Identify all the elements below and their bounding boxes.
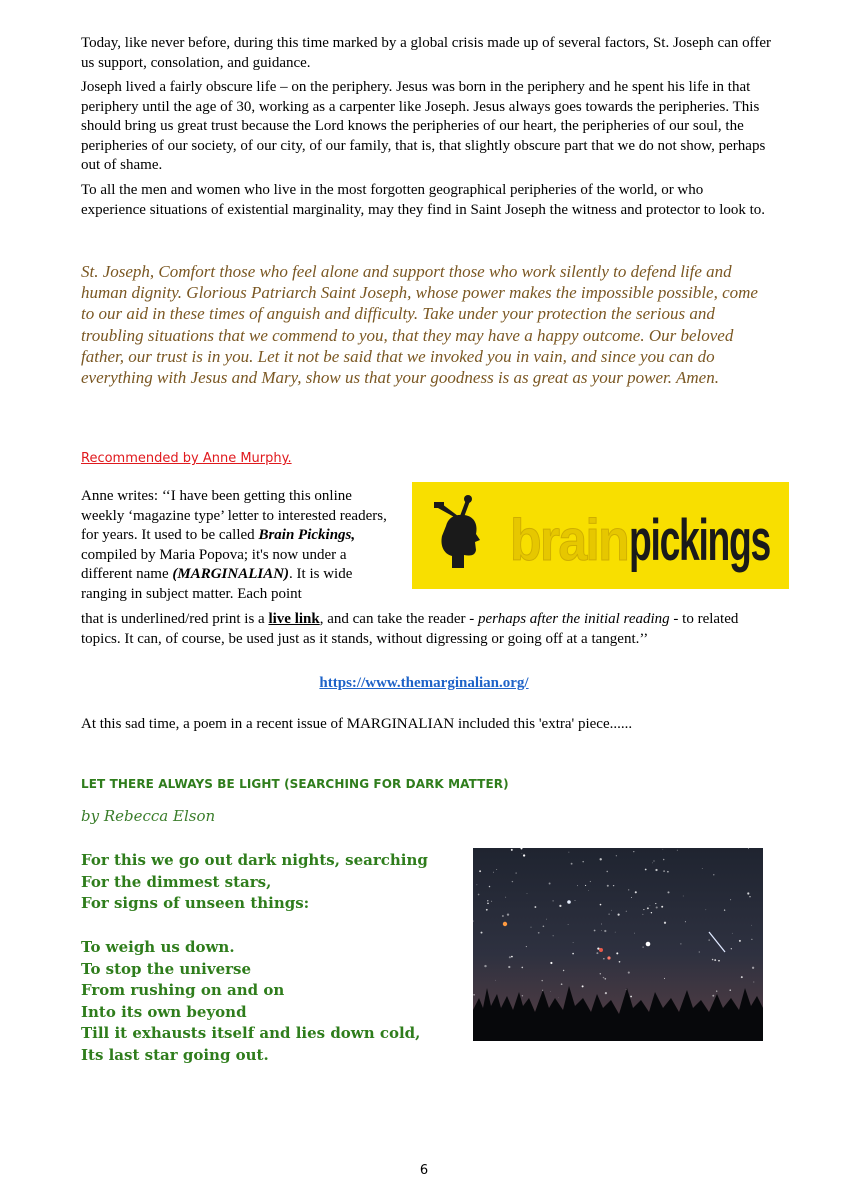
star-dot bbox=[573, 942, 574, 943]
star-dot bbox=[605, 992, 607, 994]
star-dot bbox=[486, 909, 488, 911]
anne-continued-text: that is underlined/red print is a live link, and can take the reader - perhaps after the initial reading - to related topics. It can, of course, be used just as it stands, without digressing or going off at a tangent.’’ bbox=[81, 611, 739, 647]
star-dot bbox=[502, 915, 504, 917]
star-dot bbox=[607, 885, 609, 887]
star-dot bbox=[718, 960, 720, 962]
star-dot bbox=[511, 849, 513, 851]
star-dot bbox=[732, 933, 733, 934]
star-dot bbox=[604, 930, 606, 932]
star-dot bbox=[647, 907, 649, 909]
star-dot bbox=[619, 961, 621, 963]
star-dot bbox=[582, 861, 584, 863]
star-dot bbox=[655, 869, 657, 871]
star-dot bbox=[724, 909, 725, 910]
star-dot bbox=[663, 859, 665, 861]
star-dot bbox=[604, 978, 606, 980]
star-dot bbox=[563, 970, 564, 971]
star-dot bbox=[571, 863, 573, 865]
star-dot bbox=[606, 871, 607, 872]
star-dot bbox=[590, 881, 591, 882]
star-dot bbox=[603, 958, 604, 959]
star-dot bbox=[716, 990, 717, 991]
star-dot bbox=[553, 935, 554, 936]
star-dot bbox=[601, 930, 602, 931]
star-dot bbox=[642, 946, 643, 947]
star-dot bbox=[478, 894, 480, 896]
star-dot bbox=[549, 883, 551, 885]
star-dot bbox=[479, 870, 481, 872]
brain-pickings-name: Brain Pickings, bbox=[258, 527, 356, 543]
star-dot bbox=[749, 896, 750, 897]
star-dot bbox=[748, 848, 749, 849]
star-dot bbox=[751, 939, 752, 940]
star-dot bbox=[708, 939, 710, 941]
star-dot bbox=[730, 990, 731, 991]
logo-word-pickings: pickings bbox=[629, 508, 770, 573]
star-dot bbox=[685, 921, 686, 922]
star-dot bbox=[677, 850, 678, 851]
star-dot bbox=[558, 997, 559, 998]
star-dot bbox=[487, 900, 488, 901]
star-dot bbox=[505, 897, 506, 898]
poem-stanza-1 bbox=[81, 850, 428, 915]
star-dot bbox=[713, 874, 714, 875]
paragraph-2: Joseph lived a fairly obscure life – on the periphery. Jesus was born in the periphery and he spent his life in that periphery until the age of 30, working as a carpenter like Joseph. Jesus always goes towards the peripheries. This should bring us great trust because the Lord knows the peripheries of our heart, the peripheries of our soul, the peripheries of our society, of our city, of our family, that is, that slightly obscure part that we do not show, perhaps out of shame. bbox=[81, 79, 766, 173]
star-dot bbox=[476, 884, 477, 885]
star-dot bbox=[493, 872, 494, 873]
star-dot bbox=[643, 914, 644, 915]
star-dot bbox=[664, 978, 665, 979]
star-dot bbox=[663, 870, 665, 872]
star-dot bbox=[550, 991, 551, 992]
star-dot bbox=[753, 981, 754, 982]
star-dot bbox=[527, 893, 528, 894]
star-dot bbox=[656, 906, 658, 908]
star-dot bbox=[481, 932, 483, 934]
poem-line: From rushing on and on bbox=[81, 981, 285, 999]
star-dot bbox=[699, 952, 700, 953]
star-dot bbox=[631, 897, 632, 898]
star-dot bbox=[572, 953, 574, 955]
star-dot bbox=[561, 983, 563, 985]
star-dot bbox=[635, 891, 637, 893]
star-dot bbox=[526, 946, 527, 947]
star-dot bbox=[741, 976, 743, 978]
star-dot bbox=[495, 980, 496, 981]
prayer-text: St. Joseph, Comfort those who feel alone and support those who work silently to defend life and human dignity. Glorious Patriarch Saint Joseph, whose power makes the impossible possible, come to our aid in these times of anguish and difficulty. Take under your protection the serious and troubling situations that we commend to you, that they may have a happy outcome. Our beloved father, our trust is in you. Let it not be said that we invoked you in vain, and since you can do everything with Jesus and Mary, show us that your goodness is as great as your power. Amen. bbox=[81, 262, 758, 388]
night-sky-photo bbox=[473, 848, 763, 1041]
star-dot bbox=[630, 996, 632, 998]
paragraph-3: To all the men and women who live in the most forgotten geographical peripheries of the world, or who experience situations of existential marginality, may they find in Saint Joseph the witness and protector to look to. bbox=[81, 182, 766, 218]
brain-pickings-logo bbox=[412, 482, 789, 589]
star-dot bbox=[702, 868, 703, 869]
star-dot bbox=[730, 899, 731, 900]
star-dot bbox=[508, 966, 510, 968]
poem-line: Its last star going out. bbox=[81, 1045, 269, 1064]
star-dot bbox=[680, 943, 681, 944]
star-dot bbox=[543, 925, 545, 927]
star-dot bbox=[511, 956, 513, 958]
star-dot bbox=[530, 927, 531, 928]
head-silhouette-icon bbox=[412, 482, 789, 589]
star-dot bbox=[538, 932, 540, 934]
star-dot bbox=[588, 890, 589, 891]
star-dot bbox=[541, 980, 542, 981]
star-dot bbox=[683, 896, 684, 897]
paragraph-1: Today, like never before, during this time marked by a global crisis made up of several factors, St. Joseph can offer us support, consolation, and guidance. bbox=[81, 35, 771, 71]
star-dot bbox=[550, 962, 552, 964]
poem-line: Into its own beyond bbox=[81, 1002, 247, 1021]
star-dot bbox=[600, 904, 602, 906]
poem-line: For the dimmest stars, bbox=[81, 872, 272, 891]
star-dot bbox=[652, 863, 653, 864]
live-link[interactable]: live link bbox=[268, 611, 320, 627]
star-dot bbox=[628, 972, 630, 974]
star-dot bbox=[747, 892, 749, 894]
star-dot bbox=[650, 905, 651, 906]
star-dot bbox=[473, 994, 475, 996]
poem-author: by Rebecca Elson bbox=[81, 807, 216, 825]
star-dot bbox=[752, 967, 754, 969]
star-dot bbox=[655, 903, 656, 904]
poem-line: To stop the universe bbox=[81, 959, 252, 978]
star-dot bbox=[628, 889, 629, 890]
star-dot bbox=[739, 940, 741, 942]
star-dot bbox=[643, 909, 644, 910]
recommended-by-link[interactable]: Recommended by Anne Murphy. bbox=[81, 451, 292, 466]
star-dot bbox=[618, 914, 620, 916]
star-dot bbox=[559, 905, 561, 907]
star-dot bbox=[582, 985, 584, 987]
star-dot bbox=[594, 930, 596, 932]
star-dot bbox=[615, 932, 616, 933]
star-dot bbox=[522, 995, 523, 996]
star-dot bbox=[645, 869, 647, 871]
star-dot bbox=[712, 995, 714, 997]
star-dot bbox=[577, 885, 578, 886]
marginalian-name: (MARGINALIAN) bbox=[172, 566, 290, 582]
star-dot bbox=[661, 906, 663, 908]
star-dot bbox=[484, 965, 486, 967]
poem-stanza-2 bbox=[81, 937, 420, 1066]
page-number: 6 bbox=[419, 1163, 429, 1178]
star-dot bbox=[600, 973, 601, 974]
star-dot bbox=[626, 989, 627, 990]
star-dot bbox=[600, 858, 602, 860]
star-dot bbox=[667, 891, 669, 893]
star-dot bbox=[751, 925, 752, 926]
star-dot bbox=[601, 924, 602, 925]
poem-line: Till it exhausts itself and lies down cold, bbox=[81, 1024, 421, 1042]
marginalian-url-link[interactable]: https://www.themarginalian.org/ bbox=[319, 675, 529, 691]
star-dot bbox=[523, 854, 525, 856]
star-dot bbox=[705, 909, 706, 910]
star-dot bbox=[664, 922, 666, 924]
logo-word-brain: brain bbox=[510, 508, 628, 573]
star-dot bbox=[626, 911, 627, 912]
star-dot bbox=[553, 900, 554, 901]
star-dot bbox=[522, 853, 523, 854]
anne-intro-text: Anne writes: ‘‘I have been getting this online weekly ‘magazine type’ letter to interested readers, for years. It used to be called Brain Pickings, compiled by Maria Popova; it's now under a different name (MARGINALIAN). It is wide ranging in subject matter. Each point bbox=[81, 488, 387, 602]
star-dot bbox=[712, 959, 714, 961]
star-dot bbox=[491, 901, 492, 902]
star-dot bbox=[616, 952, 618, 954]
star-dot bbox=[634, 933, 635, 934]
star-dot bbox=[616, 855, 617, 856]
star-dot bbox=[534, 906, 536, 908]
star-dot bbox=[611, 910, 612, 911]
star-dot bbox=[653, 860, 654, 861]
star-dot bbox=[472, 920, 473, 921]
star-dot bbox=[633, 851, 634, 852]
star-dot bbox=[596, 952, 598, 954]
star-dot bbox=[496, 869, 497, 870]
star-dot bbox=[651, 912, 652, 913]
star-dot bbox=[662, 849, 663, 850]
poem-line: For this we go out dark nights, searching bbox=[81, 851, 428, 869]
star-dot bbox=[546, 919, 547, 920]
star-dot bbox=[613, 885, 614, 886]
star-dot bbox=[569, 852, 570, 853]
star-dot bbox=[521, 967, 523, 969]
star-dot bbox=[512, 881, 513, 882]
star-dot bbox=[489, 886, 491, 888]
star-dot bbox=[509, 956, 511, 958]
star-dot bbox=[575, 900, 576, 901]
sad-time-text: At this sad time, a poem in a recent issue of MARGINALIAN included this 'extra' piece...... bbox=[81, 716, 633, 732]
star-dot bbox=[603, 977, 604, 978]
poem-title: LET THERE ALWAYS BE LIGHT (SEARCHING FOR DARK MATTER) bbox=[81, 777, 509, 791]
star-dot bbox=[585, 885, 586, 886]
star-dot bbox=[520, 847, 522, 849]
star-dot bbox=[507, 913, 509, 915]
star-dot bbox=[608, 913, 609, 914]
star-dot bbox=[487, 903, 488, 904]
star-dot bbox=[568, 924, 569, 925]
star-dot bbox=[516, 873, 517, 874]
star-dot bbox=[731, 948, 732, 949]
star-dot bbox=[714, 959, 716, 961]
poem-line: To weigh us down. bbox=[81, 938, 235, 956]
star-dot bbox=[667, 871, 669, 873]
poem-line: For signs of unseen things: bbox=[81, 894, 310, 912]
